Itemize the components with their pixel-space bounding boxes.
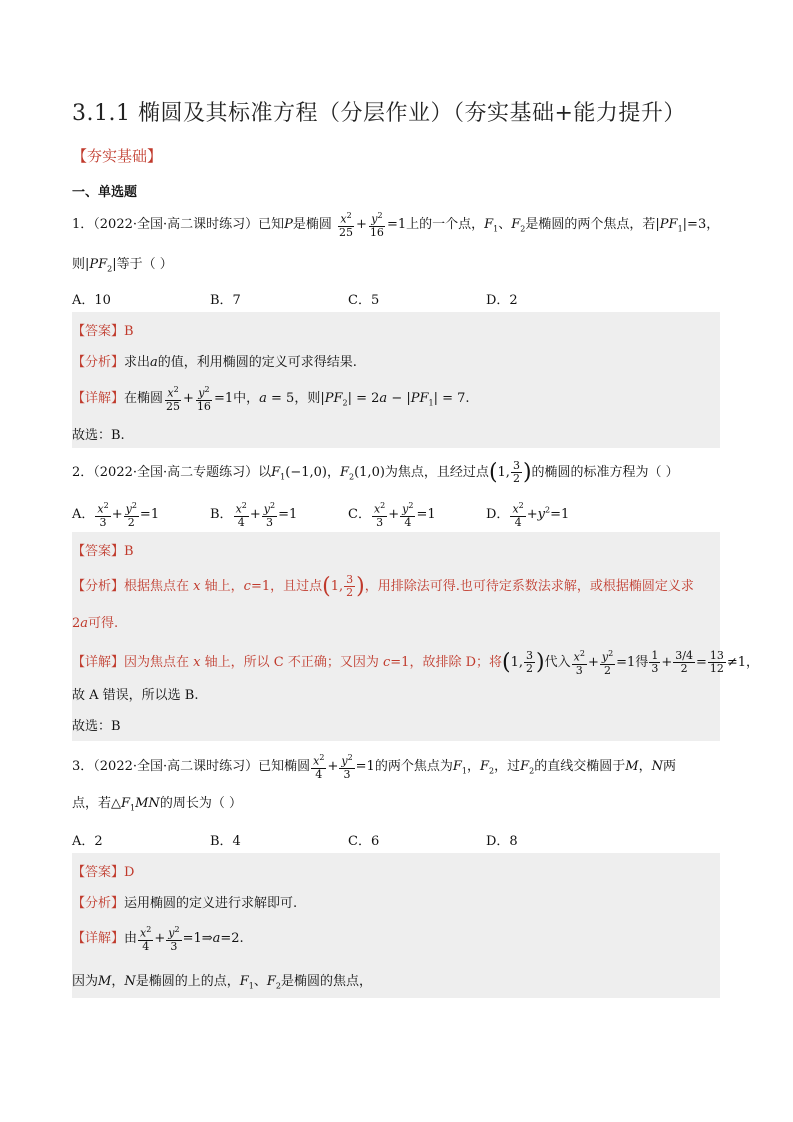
q1-stem-line2: 则$|PF_2|$等于（ ） — [72, 257, 173, 274]
q1-stem: 1．（2022·全国·高二课时练习）已知P是椭圆 $\frac{x^2}{25}$ + $\frac{y^2}{16}$ =1上的一个点，$F_1$、$F_2$是椭圆的两个焦点，若$|PF_1|=3$， — [72, 211, 720, 239]
q3-stem-line2: 点，若$\triangle F_1MN$的周长为（ ） — [72, 796, 242, 813]
q2-analysis-line2: 2a可得. — [72, 616, 119, 631]
q1-option-a: A．10 — [72, 293, 111, 308]
q2-detail: 【详解】因为焦点在 x 轴上，所以 C 不正确；又因为 c=1，故排除 D；将(1, $\frac{3}{2}$ )代入 $\frac{x^2}{3}$ + $\frac{y^2}{2}$ =1得 $\frac{1}{3}$ + $\frac{3/4}{2}$ = $\frac{13}{12}$ ≠1， — [72, 648, 760, 677]
q2-detail-line2: 故 A 错误，所以选 B. — [72, 688, 199, 703]
q2-option-c: C． $\frac{x^2}{3}$ + $\frac{y^2}{4}$ =1 — [348, 501, 436, 529]
q2-answer-box — [72, 532, 720, 741]
q2-option-a: A． $\frac{x^2}{3}$ + $\frac{y^2}{2}$ =1 — [72, 501, 160, 529]
q2-option-d: D． $\frac{x^2}{4}$ $+y^2=1$ — [486, 501, 570, 529]
q2-option-b: B． $\frac{x^2}{4}$ + $\frac{y^2}{3}$ =1 — [210, 501, 298, 529]
q3-analysis: 【分析】运用椭圆的定义进行求解即可. — [72, 896, 298, 911]
q3-detail: 【详解】由 $\frac{x^2}{4}$ + $\frac{y^2}{3}$ =1⇒a=2. — [72, 925, 244, 953]
q1-answer-box — [72, 312, 720, 448]
section-heading: 一、单选题 — [72, 185, 138, 200]
q3-option-b: B．4 — [210, 834, 241, 849]
q3-answer: 【答案】D — [72, 865, 135, 880]
q3-option-c: C．6 — [348, 834, 380, 849]
q2-analysis: 【分析】根据焦点在 x 轴上，c=1，且过点(1, $\frac{3}{2}$ )，用排除法可得.也可待定系数法求解，或根据椭圆定义求 — [72, 573, 694, 599]
q3-option-d: D．8 — [486, 834, 518, 849]
q3-option-a: A．2 — [72, 834, 103, 849]
q1-analysis: 【分析】求出a的值，利用椭圆的定义可求得结果. — [72, 355, 357, 370]
q3-detail-line2: 因为M，N是椭圆的上的点，$F_1$、$F_2$是椭圆的焦点， — [72, 974, 373, 991]
q2-stem: 2．（2022·全国·高二专题练习）以$F_1(-1,0)$，$F_2(1,0)$为焦点，且经过点(1, $\frac{3}{2}$ )的椭圆的标准方程为（ ） — [72, 459, 679, 485]
q1-option-d: D．2 — [486, 293, 518, 308]
section-tag: 【夯实基础】 — [72, 147, 163, 165]
q1-detail: 【详解】在椭圆 $\frac{x^2}{25}$ + $\frac{y^2}{16}$ =1中，a = 5，则$|PF_2| = 2a - |PF_1| = 7$. — [72, 385, 470, 413]
page-title: 3.1.1 椭圆及其标准方程（分层作业）（夯实基础+能力提升） — [72, 101, 686, 126]
q2-conclusion: 故选：B — [72, 719, 121, 734]
q1-option-b: B．7 — [210, 293, 241, 308]
q2-answer: 【答案】B — [72, 544, 134, 559]
q1-conclusion: 故选：B. — [72, 428, 125, 443]
q3-stem: 3．（2022·全国·高二课时练习）已知椭圆 $\frac{x^2}{4}$ + $\frac{y^2}{3}$ =1的两个焦点为$F_1$，$F_2$，过$F_2$的直线交椭圆于M，N两 — [72, 753, 676, 781]
q1-answer: 【答案】B — [72, 324, 134, 339]
q1-option-c: C．5 — [348, 293, 380, 308]
